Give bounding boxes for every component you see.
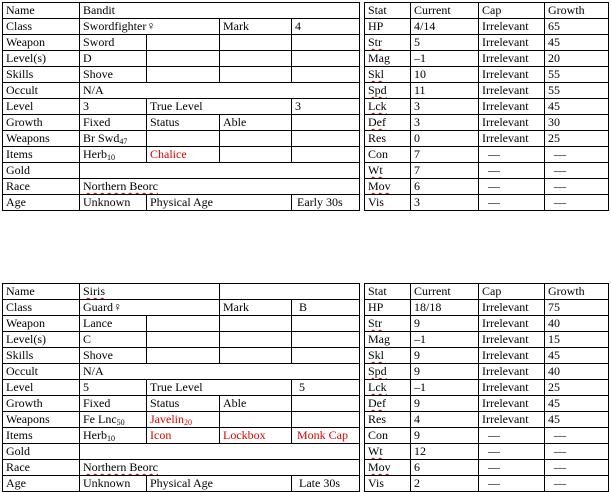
grid-line: [219, 50, 220, 67]
stat-cap: —: [488, 444, 500, 458]
item-slot-3: [219, 427, 291, 443]
weapon-label: Weapon: [6, 35, 46, 49]
skills-value: Shove: [83, 348, 113, 362]
name-value: Siris: [83, 284, 106, 298]
stat-name: Mag: [368, 332, 390, 346]
stat-name: HP: [368, 19, 384, 33]
stat-current: –1: [414, 51, 426, 65]
grid-line: [291, 315, 292, 332]
weapons-label: Weapons: [6, 412, 50, 426]
stat-name: Mag: [368, 51, 390, 65]
stat-cap: Irrelevant: [482, 316, 529, 330]
stat-name: Def: [368, 115, 386, 129]
stat-name: Skl: [368, 67, 385, 81]
true-level-label: True Level: [150, 99, 203, 113]
grid-line: [219, 315, 220, 332]
gold-label: Gold: [6, 163, 30, 177]
stat-growth: 55: [548, 67, 560, 81]
grid-line: [359, 395, 360, 412]
stat-cap: Irrelevant: [482, 19, 529, 33]
growth-label: Growth: [6, 115, 43, 129]
age-label: Age: [6, 476, 26, 490]
stat-cap: Irrelevant: [482, 115, 529, 129]
stat-growth: 55: [548, 83, 560, 97]
stat-current: 6: [414, 179, 420, 193]
stat-growth: —: [554, 179, 566, 193]
stat-growth: 45: [548, 99, 560, 113]
stat-name: Wt: [368, 444, 383, 458]
stat-name: Res: [368, 412, 386, 426]
grid-line: [146, 34, 147, 51]
stat-cap: Irrelevant: [482, 300, 529, 314]
stat-name: Def: [368, 396, 386, 410]
stat-current: 12: [414, 444, 426, 458]
stat-growth: 15: [548, 332, 560, 346]
stat-current: 11: [414, 83, 426, 97]
stat-cap: —: [488, 428, 500, 442]
stat-name: Lck: [368, 99, 387, 113]
occult-value: N/A: [83, 83, 104, 97]
stat-growth: 25: [548, 380, 560, 394]
gold-label: Gold: [6, 444, 30, 458]
stat-growth: 20: [548, 51, 560, 65]
grid-line: [291, 146, 292, 163]
weapon-slot-text: Br Swd: [83, 131, 120, 145]
item-slot-text: Herb: [83, 428, 107, 442]
weapon-slot-uses: 50: [116, 418, 125, 427]
stat-current: 9: [414, 428, 420, 442]
age-value: Unknown: [83, 195, 131, 209]
grid-line: [291, 395, 292, 412]
physical-age-label: Physical Age: [150, 476, 213, 490]
stat-growth: —: [554, 476, 566, 490]
grid-line: [359, 315, 360, 332]
grid-line: [359, 34, 360, 51]
mark-value: B: [299, 300, 308, 314]
stat-name: Spd: [368, 364, 387, 378]
skills-value: Shove: [83, 67, 113, 81]
stat-cap: Irrelevant: [482, 67, 529, 81]
item-slot-uses: 10: [107, 434, 115, 443]
items-label: Items: [6, 147, 33, 161]
grid-line: [146, 315, 147, 332]
stat-current: 3: [414, 99, 420, 113]
grid-line: [146, 50, 147, 67]
stat-name: Con: [368, 428, 389, 442]
grid-line: [359, 347, 360, 364]
level-label: Level: [6, 380, 34, 394]
grid-line: [219, 347, 220, 364]
item-slot-1: [79, 146, 146, 162]
grid-line: [291, 50, 292, 67]
true-level-value: 5: [299, 380, 305, 394]
stat-name: Str: [368, 35, 383, 49]
stat-growth: 40: [548, 364, 560, 378]
stat-current: –1: [414, 332, 426, 346]
class-value: Swordfighter♀: [83, 19, 156, 33]
true-level-value: 3: [295, 99, 301, 113]
weapon-slot-2: [146, 411, 219, 427]
stat-name: HP: [368, 300, 384, 314]
grid-line: [359, 363, 360, 380]
stat-cap: Irrelevant: [482, 83, 529, 97]
item-slot-text: Lockbox: [223, 428, 266, 442]
stat-name: Vis: [368, 476, 384, 490]
current-header: Current: [414, 3, 451, 17]
stat-current: –1: [414, 380, 426, 394]
current-header: Current: [414, 284, 451, 298]
stat-name: Spd: [368, 83, 387, 97]
stat-header: Stat: [368, 284, 387, 298]
stat-cap: —: [488, 147, 500, 161]
age-label: Age: [6, 195, 26, 209]
grid-line: [219, 283, 220, 300]
items-label: Items: [6, 428, 33, 442]
grid-line: [219, 331, 220, 348]
race-value: Northern Beorc: [83, 460, 158, 474]
gold-value: [79, 162, 359, 178]
status-value: Able: [223, 396, 247, 410]
stat-name: Mov: [368, 179, 391, 193]
weapon-value: Sword: [83, 35, 115, 49]
stat-cap: Irrelevant: [482, 380, 529, 394]
cap-header: Cap: [482, 284, 502, 298]
grid-line: [359, 411, 360, 428]
grid-line: [359, 114, 360, 131]
level-value: 5: [83, 380, 89, 394]
name-label: Name: [6, 3, 35, 17]
stat-cap: —: [488, 179, 500, 193]
stat-current: 6: [414, 460, 420, 474]
stat-name: Mov: [368, 460, 391, 474]
grid-line: [359, 50, 360, 67]
stat-cap: —: [488, 460, 500, 474]
levels-label: Level(s): [6, 51, 46, 65]
grid-line: [359, 475, 360, 492]
weapon-slot-uses: 47: [119, 137, 128, 146]
levels-value: D: [83, 51, 92, 65]
cap-header: Cap: [482, 3, 502, 17]
stat-cap: —: [488, 195, 500, 209]
stat-cap: Irrelevant: [482, 348, 529, 362]
skills-label: Skills: [6, 348, 34, 362]
grid-line: [219, 130, 220, 147]
grid-line: [359, 194, 360, 211]
grid-line: [359, 283, 360, 300]
true-level-label: True Level: [150, 380, 203, 394]
stat-current: 2: [414, 476, 420, 490]
stat-growth: 45: [548, 396, 560, 410]
stat-growth: —: [554, 195, 566, 209]
race-value: Northern Beorc: [83, 179, 158, 193]
occult-label: Occult: [6, 364, 38, 378]
physical-age-label: Physical Age: [150, 195, 213, 209]
stat-name: Res: [368, 131, 386, 145]
stat-current: 5: [414, 35, 420, 49]
grid-line: [359, 331, 360, 348]
grid-line: [359, 379, 360, 396]
stat-current: 18/18: [414, 300, 442, 314]
grid-line: [219, 146, 220, 163]
grid-line: [2, 210, 360, 211]
occult-value: N/A: [83, 364, 104, 378]
stat-name: Skl: [368, 348, 385, 362]
grid-line: [219, 34, 220, 51]
stat-growth: 30: [548, 115, 560, 129]
gold-value: [79, 443, 359, 459]
stat-current: 9: [414, 316, 420, 330]
stat-header: Stat: [368, 3, 387, 17]
grid-line: [359, 98, 360, 115]
level-label: Level: [6, 99, 34, 113]
levels-value: C: [83, 332, 92, 346]
stat-name: Str: [368, 316, 383, 330]
stat-growth: —: [554, 163, 566, 177]
stat-current: 3: [414, 115, 420, 129]
weapon-value: Lance: [83, 316, 113, 330]
stat-current: 10: [414, 67, 426, 81]
grid-line: [291, 66, 292, 83]
stat-cap: Irrelevant: [482, 99, 529, 113]
grid-line: [219, 66, 220, 83]
stat-cap: Irrelevant: [482, 131, 529, 145]
stat-current: 4/14: [414, 19, 436, 33]
weapon-label: Weapon: [6, 316, 46, 330]
grid-line: [146, 130, 147, 147]
stat-growth: —: [554, 460, 566, 474]
stat-cap: Irrelevant: [482, 332, 529, 346]
status-value: Able: [223, 115, 247, 129]
grid-line: [359, 459, 360, 476]
grid-line: [359, 66, 360, 83]
grid-line: [146, 331, 147, 348]
occult-label: Occult: [6, 83, 38, 97]
class-label: Class: [6, 300, 33, 314]
stat-growth: 45: [548, 412, 560, 426]
character-sheet-bandit: [2, 2, 609, 211]
grid-line: [359, 299, 360, 316]
age-value: Unknown: [83, 476, 131, 490]
item-slot-text: Chalice: [150, 147, 187, 161]
grid-line: [146, 66, 147, 83]
grid-line: [359, 146, 360, 163]
stat-cap: Irrelevant: [482, 364, 529, 378]
item-slot-uses: 10: [107, 153, 115, 162]
grid-line: [359, 82, 360, 99]
weapon-slot-1: [79, 130, 146, 146]
stat-growth: 75: [548, 300, 560, 314]
physical-age-value: Late 30s: [299, 476, 340, 490]
stat-current: 7: [414, 163, 420, 177]
grid-line: [359, 443, 360, 460]
weapons-label: Weapons: [6, 131, 50, 145]
stat-growth: 65: [548, 19, 560, 33]
item-slot-4: [291, 427, 361, 443]
race-label: Race: [6, 179, 30, 193]
stat-growth: 25: [548, 131, 560, 145]
stat-growth: —: [554, 428, 566, 442]
stat-cap: —: [488, 476, 500, 490]
weapon-slot-text: Fe Lnc: [83, 412, 117, 426]
growth-value: Fixed: [83, 115, 111, 129]
stat-current: 9: [414, 396, 420, 410]
stat-growth: 45: [548, 35, 560, 49]
character-sheet-siris: [2, 283, 609, 492]
stat-growth: 40: [548, 316, 560, 330]
stat-growth: —: [554, 444, 566, 458]
class-label: Class: [6, 19, 33, 33]
levels-label: Level(s): [6, 332, 46, 346]
stat-cap: Irrelevant: [482, 35, 529, 49]
stat-growth: —: [554, 147, 566, 161]
mark-value: 4: [295, 19, 301, 33]
status-label: Status: [150, 115, 180, 129]
stat-name: Vis: [368, 195, 384, 209]
grid-line: [364, 210, 609, 211]
stat-growth: 45: [548, 348, 560, 362]
skills-label: Skills: [6, 67, 34, 81]
grid-line: [291, 114, 292, 131]
grid-line: [291, 34, 292, 51]
item-slot-2: [146, 146, 219, 162]
grid-line: [359, 18, 360, 35]
stat-current: 9: [414, 364, 420, 378]
grid-line: [146, 347, 147, 364]
stat-current: 9: [414, 348, 420, 362]
grid-line: [219, 411, 220, 428]
grid-line: [291, 411, 292, 428]
status-label: Status: [150, 396, 180, 410]
stat-current: 3: [414, 195, 420, 209]
grid-line: [291, 331, 292, 348]
weapon-slot-uses: 20: [184, 418, 192, 427]
stat-name: Con: [368, 147, 389, 161]
class-value: Guard♀: [83, 300, 122, 314]
growth-header: Growth: [548, 284, 585, 298]
item-slot-1: [79, 427, 146, 443]
item-slot-2: [146, 427, 219, 443]
item-slot-text: Monk Cap: [297, 428, 348, 442]
weapon-slot-1: [79, 411, 146, 427]
grid-line: [291, 347, 292, 364]
stat-cap: —: [488, 163, 500, 177]
grid-line: [359, 130, 360, 147]
item-slot-text: Icon: [150, 428, 172, 442]
stat-current: 4: [414, 412, 420, 426]
stat-name: Lck: [368, 380, 387, 394]
grid-line: [359, 178, 360, 195]
growth-value: Fixed: [83, 396, 111, 410]
grid-line: [359, 2, 360, 19]
level-value: 3: [83, 99, 89, 113]
stat-current: 7: [414, 147, 420, 161]
growth-label: Growth: [6, 396, 43, 410]
name-value: Bandit: [83, 3, 115, 17]
grid-line: [291, 130, 292, 147]
name-label: Name: [6, 284, 35, 298]
race-label: Race: [6, 460, 30, 474]
stat-cap: Irrelevant: [482, 412, 529, 426]
item-slot-text: Herb: [83, 147, 107, 161]
grid-line: [359, 162, 360, 179]
stat-name: Wt: [368, 163, 383, 177]
physical-age-value: Early 30s: [297, 195, 343, 209]
stat-cap: Irrelevant: [482, 51, 529, 65]
stat-cap: Irrelevant: [482, 396, 529, 410]
stat-current: 0: [414, 131, 420, 145]
mark-label: Mark: [223, 300, 249, 314]
growth-header: Growth: [548, 3, 585, 17]
mark-label: Mark: [223, 19, 249, 33]
weapon-slot-text: Javelin: [150, 412, 184, 426]
